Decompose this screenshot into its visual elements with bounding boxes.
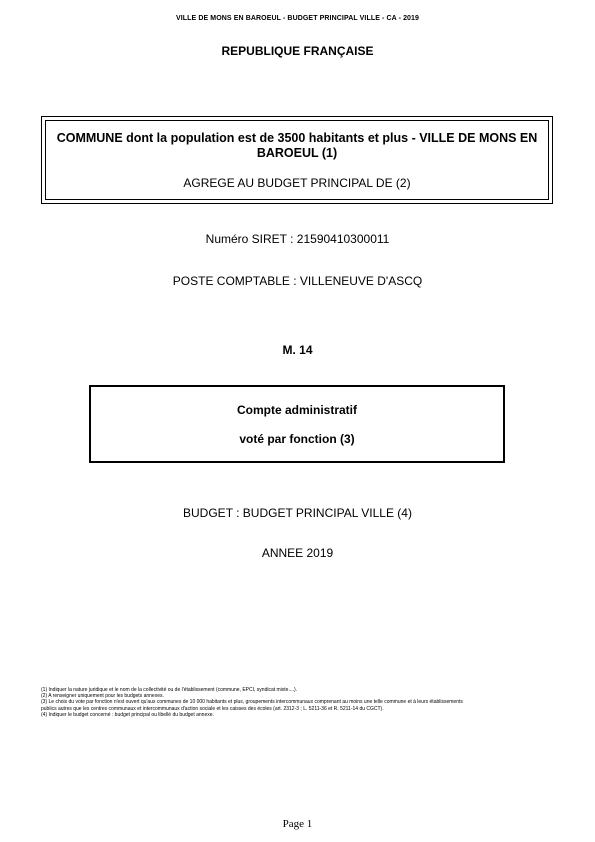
compte-box [89, 385, 505, 463]
commune-box-inner-border [45, 120, 549, 200]
commune-subtitle: AGREGE AU BUDGET PRINCIPAL DE (2) [183, 176, 411, 190]
nomenclature-label: M. 14 [282, 343, 313, 357]
compte-title: Compte administratif [236, 403, 357, 417]
commune-box [41, 116, 553, 204]
poste-comptable: POSTE COMPTABLE : VILLENEUVE D'ASCQ [172, 274, 423, 288]
footnote: (2) A renseigner uniquement pour les budgets annexes. [41, 693, 164, 700]
footnotes [41, 687, 561, 718]
page-number: Page 1 [282, 818, 313, 830]
running-header: VILLE DE MONS EN BAROEUL - BUDGET PRINCIPAL VILLE - CA - 2019 [175, 15, 420, 22]
footnote: publics autres que les centres communaux et intercommunaux d'action sociale et les caisses des écoles (art. 2312-3 ; L. 5211-36 et R. 5211-14 du CGCT). [41, 705, 384, 712]
footnote: (3) Le choix du vote par fonction n'est ouvert qu'aux communes de 10 000 habitants et plus, groupements intercommunaux comprenant au moins une telle commune et à leurs établissements [41, 699, 463, 706]
budget-label: BUDGET : BUDGET PRINCIPAL VILLE (4) [183, 506, 412, 520]
year-label: ANNEE 2019 [261, 546, 334, 560]
commune-title: COMMUNE dont la population est de 3500 habitants et plus - VILLE DE MONS EN BAROEUL (1) [56, 131, 538, 160]
footnote: (1) Indiquer la nature juridique et le nom de la collectivité ou de l'établissement (commune, EPCI, syndicat mixte....). [41, 687, 298, 693]
country-heading: REPUBLIQUE FRANÇAISE [221, 44, 374, 58]
footnote: (4) Indiquer le budget concerné : budget principal ou libellé du budget annexe. [41, 711, 214, 718]
compte-vote-type: voté par fonction (3) [239, 432, 355, 446]
siret-number: Numéro SIRET : 21590410300011 [205, 232, 390, 246]
